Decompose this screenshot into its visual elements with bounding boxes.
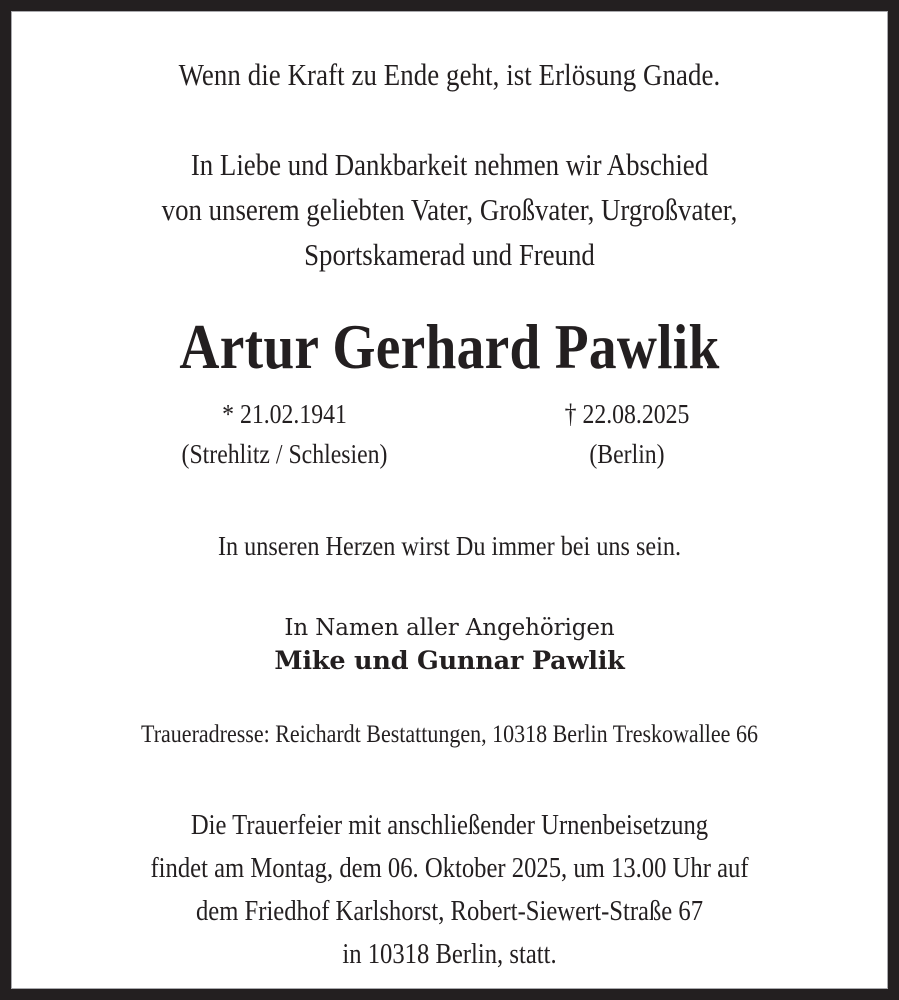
life-dates-block: [12, 394, 887, 474]
epitaph-line-1: Wenn die Kraft zu Ende geht, ist Erlösung Gnade.: [178, 58, 721, 92]
ceremony-details-block: [12, 804, 887, 976]
family-names-text: Mike und Gunnar Pawlik: [274, 646, 625, 676]
ceremony-line-4: in 10318 Berlin, statt.: [342, 939, 557, 970]
ceremony-line-1: Die Trauerfeier mit anschließender Urnenbeisetzung: [190, 810, 709, 841]
dedication-block: [12, 143, 887, 278]
death-place-cell: [462, 434, 792, 474]
family-intro-text: In Namen aller Angehörigen: [284, 615, 615, 641]
family-signature-block: [12, 612, 887, 679]
death-date-cell: [462, 394, 792, 434]
dedication-line-1: In Liebe und Dankbarkeit nehmen wir Abschied: [190, 148, 709, 182]
birth-date-text: * 21.02.1941: [222, 399, 347, 429]
mourning-address-text: Traueradresse: Reichardt Bestattungen, 10318 Berlin Treskowallee 66: [141, 721, 758, 748]
birth-date-cell: [107, 394, 462, 434]
birth-place-text: (Strehlitz / Schlesien): [181, 439, 388, 469]
memory-line-1: In unseren Herzen wirst Du immer bei uns sein.: [217, 530, 682, 561]
life-places-row: [12, 434, 887, 474]
notice-inner-frame: [11, 11, 888, 989]
dedication-line-3: Sportskamerad und Freund: [304, 238, 595, 272]
birth-place-cell: [107, 434, 462, 474]
notice-content: [12, 12, 887, 988]
ceremony-line-2: findet am Montag, dem 06. Oktober 2025, um 13.00 Uhr auf: [150, 853, 749, 884]
ceremony-line-3: dem Friedhof Karlshorst, Robert-Siewert-Straße 67: [195, 896, 704, 927]
deceased-name-text: Artur Gerhard Pawlik: [179, 312, 720, 382]
memory-block: [12, 528, 887, 564]
dedication-line-2: von unserem geliebten Vater, Großvater, Urgroßvater,: [161, 193, 738, 227]
death-place-text: (Berlin): [589, 439, 665, 469]
epitaph-block: [12, 56, 887, 94]
deceased-name: [12, 312, 887, 382]
life-dates-row: [12, 394, 887, 434]
mourning-address-block: [12, 718, 887, 752]
death-date-text: † 22.08.2025: [564, 399, 690, 429]
